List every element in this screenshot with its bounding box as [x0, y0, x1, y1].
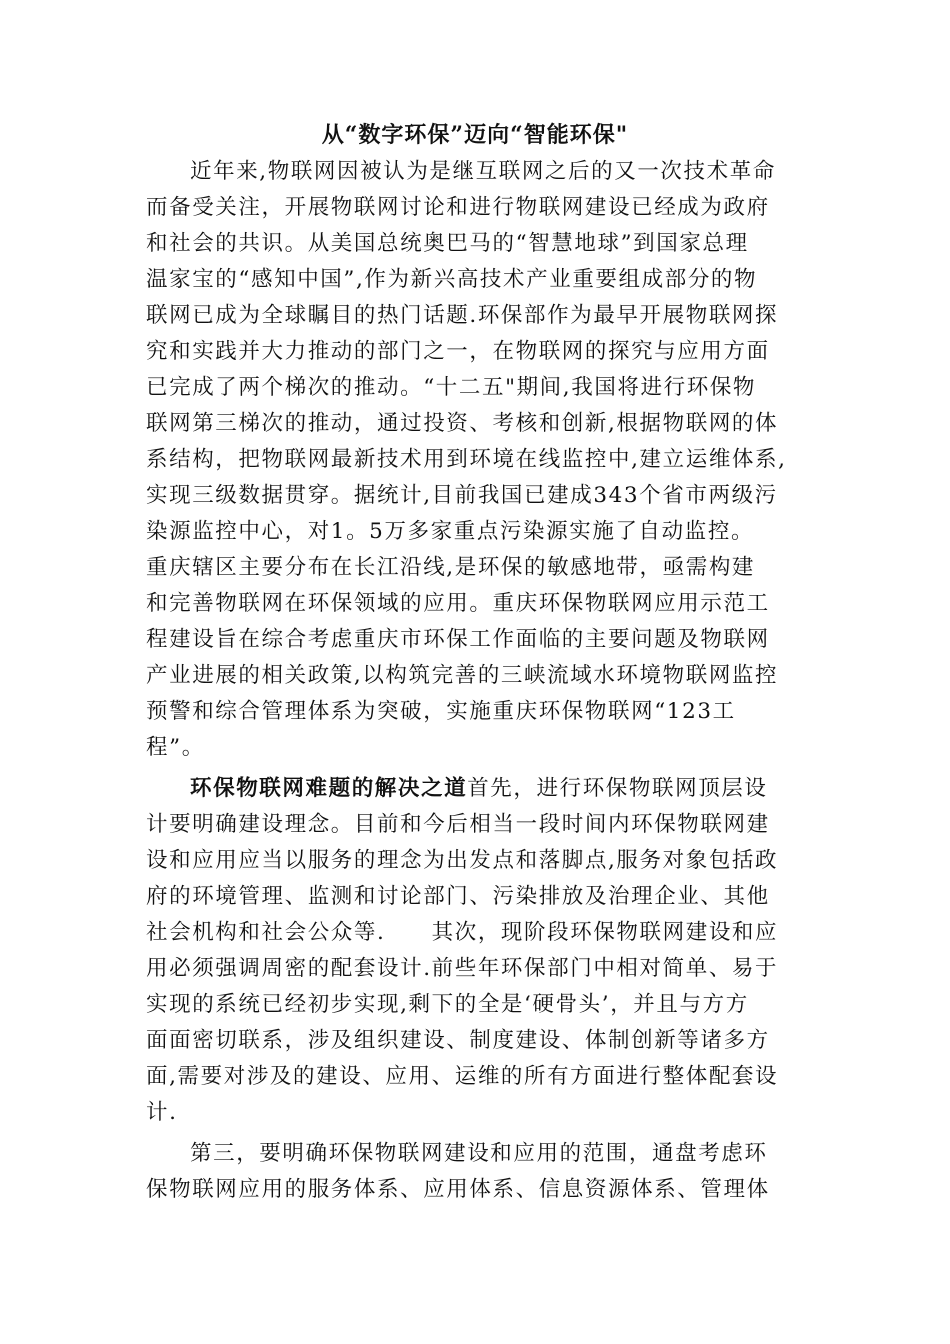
text-line: 预警和综合管理体系为突破，实施重庆环保物联网“123工 — [146, 699, 736, 724]
text-line: 计. — [146, 1100, 178, 1125]
text-line: 实现三级数据贯穿。据统计,目前我国已建成343个省市两级污 — [146, 483, 778, 508]
text-line: 社会机构和社会公众等. 其次，现阶段环保物联网建设和应 — [146, 920, 779, 945]
text-line: 联网第三梯次的推动，通过投资、考核和创新,根据物联网的体 — [146, 411, 779, 436]
text-line: 和社会的共识。从美国总统奥巴马的“智慧地球”到国家总理 — [146, 231, 749, 256]
text-line: 府的环境管理、监测和讨论部门、污染排放及治理企业、其他 — [146, 884, 770, 909]
text-line: 首先，进行环保物联网顶层设 — [467, 776, 768, 801]
text-line: 计要明确建设理念。目前和今后相当一段时间内环保物联网建 — [146, 812, 770, 837]
text-line: 系结构，把物联网最新技术用到环境在线监控中,建立运维体系, — [146, 447, 787, 472]
section-paragraph-start — [146, 774, 806, 804]
text-line: 程”。 — [146, 735, 205, 760]
text-line: 产业进展的相关政策,以构筑完善的三峡流域水环境物联网监控 — [146, 663, 779, 688]
document-title: 从“数字环保”迈向“智能环保" — [321, 122, 629, 148]
text-line: 保物联网应用的服务体系、应用体系、信息资源体系、管理体 — [146, 1177, 770, 1202]
section-heading: 环保物联网难题的解决之道 — [190, 776, 468, 801]
text-line: 近年来,物联网因被认为是继互联网之后的又一次技术革命 — [190, 159, 776, 184]
text-line: 设和应用应当以服务的理念为出发点和落脚点,服务对象包括政 — [146, 848, 779, 873]
text-line: 用必须强调周密的配套设计.前些年环保部门中相对简单、易于 — [146, 956, 779, 981]
text-line: 已完成了两个梯次的推动。“十二五"期间,我国将进行环保物 — [146, 375, 757, 400]
text-line: 温家宝的“感知中国”,作为新兴高技术产业重要组成部分的物 — [146, 267, 758, 292]
text-line: 重庆辖区主要分布在长江沿线,是环保的敏感地带，亟需构建 — [146, 555, 756, 580]
text-line: 而备受关注，开展物联网讨论和进行物联网建设已经成为政府 — [146, 195, 770, 220]
text-line: 实现的系统已经初步实现,剩下的全是‘硬骨头’，并且与方方 — [146, 992, 749, 1017]
text-line: 究和实践并大力推动的部门之一，在物联网的探究与应用方面 — [146, 339, 770, 364]
text-line: 联网已成为全球瞩目的热门话题.环保部作为最早开展物联网探 — [146, 303, 779, 328]
text-line: 面,需要对涉及的建设、应用、运维的所有方面进行整体配套设 — [146, 1064, 779, 1089]
text-line: 面面密切联系，涉及组织建设、制度建设、体制创新等诸多方 — [146, 1028, 770, 1053]
text-line: 程建设旨在综合考虑重庆市环保工作面临的主要问题及物联网 — [146, 627, 770, 652]
text-line: 第三，要明确环保物联网建设和应用的范围，通盘考虑环 — [190, 1141, 768, 1166]
text-line: 和完善物联网在环保领域的应用。重庆环保物联网应用示范工 — [146, 591, 770, 616]
text-line: 染源监控中心，对1。5万多家重点污染源实施了自动监控。 — [146, 519, 755, 544]
